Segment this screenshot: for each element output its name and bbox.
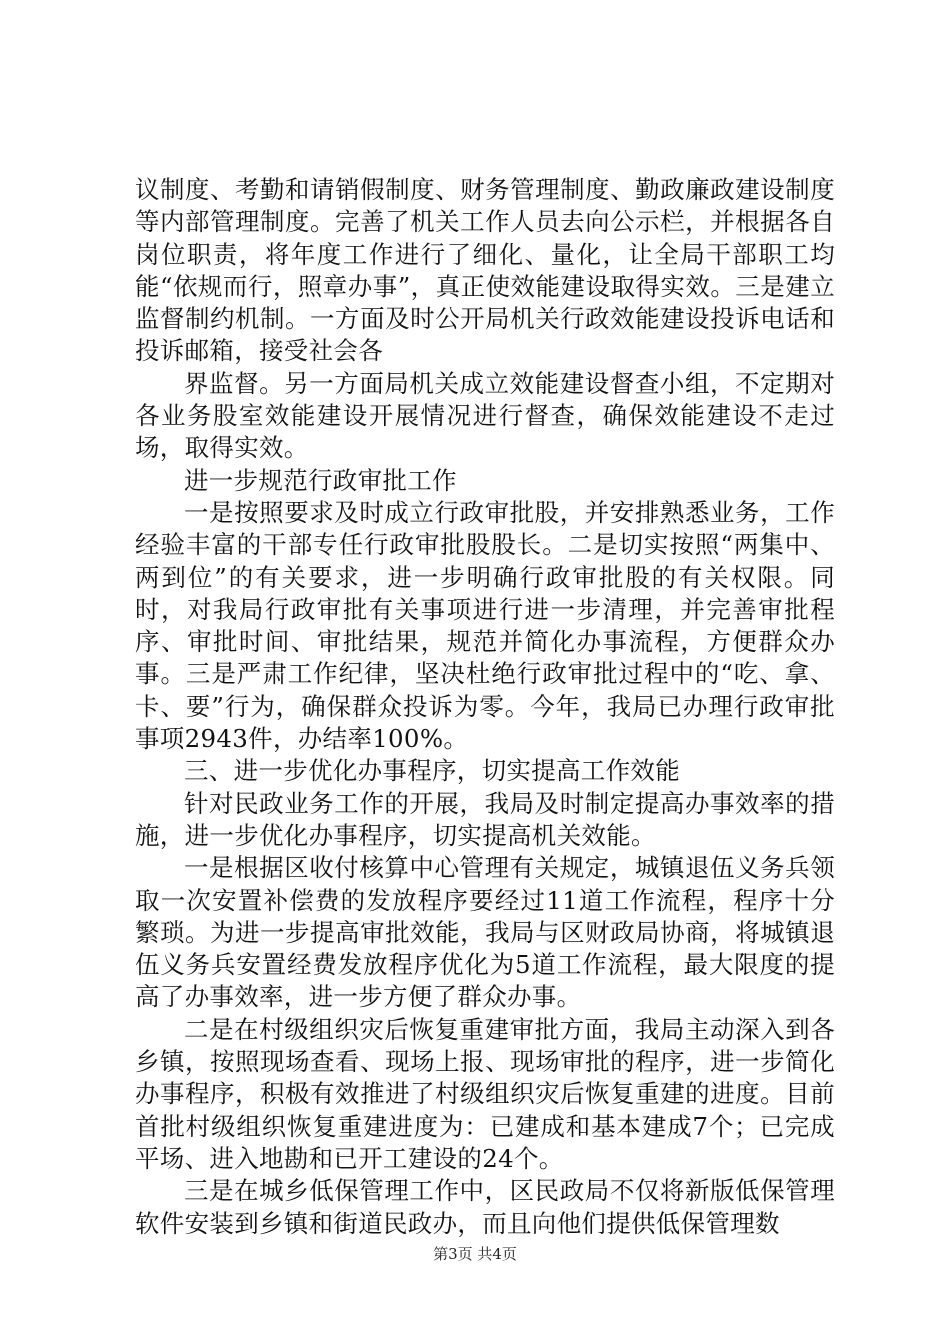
document-body xyxy=(135,174,835,1240)
paragraph-7: 一是根据区收付核算中心管理有关规定，城镇退伍义务兵领取一次安置补偿费的发放程序要经过11道工作流程，程序十分繁琐。为进一步提高审批效能，我局与区财政局协商，将城镇退伍义务兵安置经费发放程序优化为5道工作流程，最大限度的提高了办事效率，进一步方便了群众办事。 xyxy=(135,853,835,1012)
paragraph-8: 二是在村级组织灾后恢复重建审批方面，我局主动深入到各乡镇，按照现场查看、现场上报、现场审批的程序，进一步简化办事程序，积极有效推进了村级组织灾后恢复重建的进度。目前首批村级组织恢复重建进度为：已建成和基本建成7个；已完成平场、进入地勘和已开工建设的24个。 xyxy=(135,1014,835,1173)
paragraph-4: 一是按照要求及时成立行政审批股，并安排熟悉业务，工作经验丰富的干部专任行政审批股股长。二是切实按照“两集中、两到位”的有关要求，进一步明确行政审批股的有关权限。同时，对我局行政审批有关事项进行进一步清理，并完善审批程序、审批时间、审批结果，规范并简化办事流程，方便群众办事。三是严肃工作纪律，坚决杜绝行政审批过程中的“吃、拿、卡、要”行为，确保群众投诉为零。今年，我局已办理行政审批事项2943件，办结率100%。 xyxy=(135,497,835,754)
section-heading-administrative-approval: 进一步规范行政审批工作 xyxy=(184,465,457,495)
paragraph-9: 三是在城乡低保管理工作中，区民政局不仅将新版低保管理软件安装到乡镇和街道民政办，而且向他们提供低保管理数 xyxy=(135,1176,835,1238)
paragraph-2: 界监督。另一方面局机关成立效能建设督查小组，不定期对各业务股室效能建设开展情况进行督查，确保效能建设不走过场，取得实效。 xyxy=(135,368,835,463)
paragraph-6: 针对民政业务工作的开展，我局及时制定提高办事效率的措施，进一步优化办事程序，切实提高机关效能。 xyxy=(135,788,835,850)
page-number-footer: 第3页 共4页 xyxy=(433,1245,517,1263)
paragraph-1: 议制度、考勤和请销假制度、财务管理制度、勤政廉政建设制度等内部管理制度。完善了机关工作人员去向公示栏，并根据各自岗位职责，将年度工作进行了细化、量化，让全局干部职工均能“依规而行，照章办事”，真正使效能建设取得实效。三是建立监督制约机制。一方面及时公开局机关行政效能建设投诉电话和投诉邮箱，接受社会各 xyxy=(135,175,835,366)
section-heading-optimize-procedures: 三、进一步优化办事程序，切实提高工作效能 xyxy=(184,756,680,786)
